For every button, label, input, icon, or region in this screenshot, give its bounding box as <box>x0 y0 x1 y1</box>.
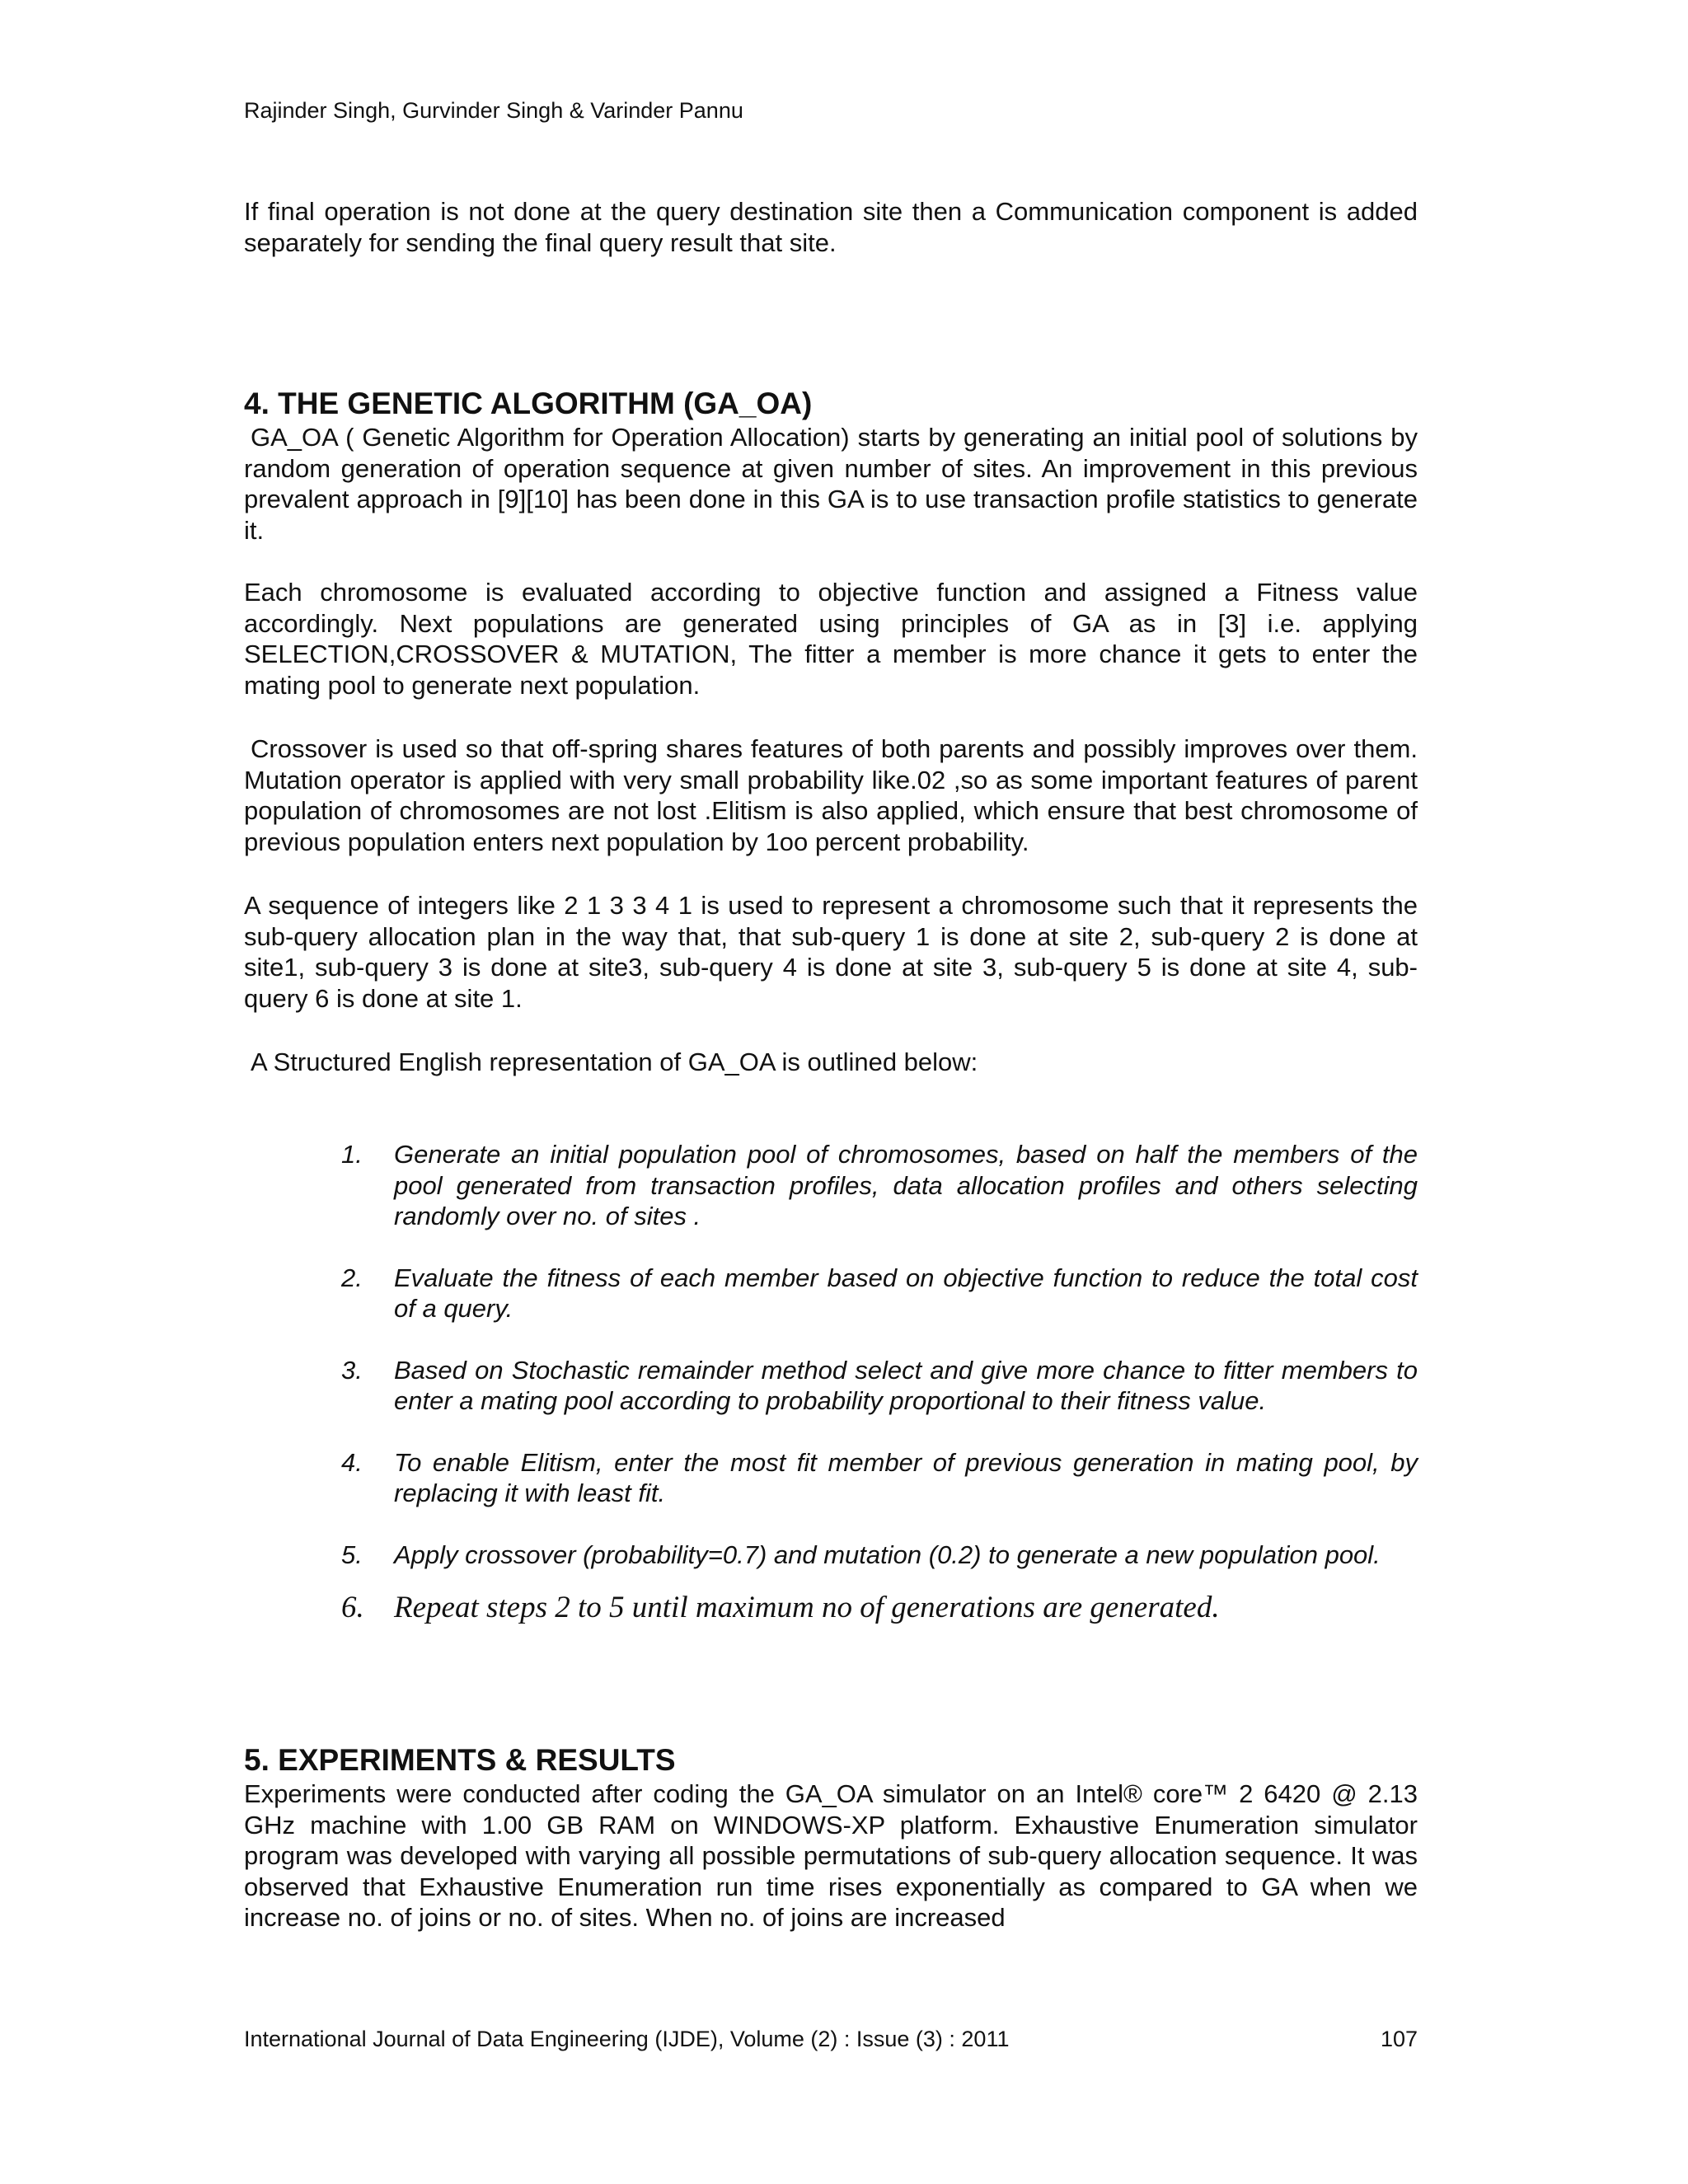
paragraph-chromosome-encoding: A sequence of integers like 2 1 3 3 4 1 is used to represent a chromosome such that it represents the sub-query allocation plan in the way that, that sub-query 1 is done at site 2, sub-query 2 is done at site1, sub-query 3 is done at site3, sub-query 4 is done at site 3, sub-query 5 is done at site 4, sub-query 6 is done at site 1. <box>244 891 1418 1013</box>
paragraph-chromosome-evaluation: Each chromosome is evaluated according to objective function and assigned a Fitness value accordingly. Next populations are generated using principles of GA as in [3] i.e. applying SELECTION,CROSSOVER & MUTATION, The fitter a member is more chance it gets to enter the mating pool to generate next population. <box>244 578 1418 700</box>
step-number: 4. <box>341 1447 363 1477</box>
algorithm-step <box>341 1139 1418 1232</box>
algorithm-step <box>341 1355 1418 1417</box>
step-text: To enable Elitism, enter the most fit member of previous generation in mating pool, by replacing it with least fit. <box>394 1447 1418 1507</box>
algorithm-steps-list <box>341 1139 1418 1626</box>
paragraph-structured-english-intro: A Structured English representation of GA_OA is outlined below: <box>251 1047 978 1076</box>
page-number: 107 <box>1380 2027 1418 2051</box>
algorithm-step <box>341 1590 1418 1626</box>
algorithm-step <box>341 1447 1418 1509</box>
running-header-authors: Rajinder Singh, Gurvinder Singh & Varinder Pannu <box>244 98 743 123</box>
step-number: 6. <box>341 1591 364 1624</box>
step-number: 1. <box>341 1140 363 1169</box>
step-text: Based on Stochastic remainder method select and give more chance to fitter members to enter a mating pool according to probability proportional to their fitness value. <box>394 1355 1418 1415</box>
footer-journal-citation: International Journal of Data Engineering (IJDE), Volume (2) : Issue (3) : 2011 <box>244 2027 1010 2051</box>
step-number: 2. <box>341 1263 363 1292</box>
step-text: Apply crossover (probability=0.7) and mutation (0.2) to generate a new population pool. <box>394 1540 1381 1569</box>
step-number: 3. <box>341 1355 363 1385</box>
paragraph-crossover-mutation: Crossover is used so that off-spring shares features of both parents and possibly improves over them. Mutation operator is applied with very small probability like.02 ,so as some important features of parent population of chromosomes are not lost .Elitism is also applied, which ensure that best chromosome of previous population enters next population by 1oo percent probability. <box>244 734 1418 856</box>
paragraph-communication-component: If final operation is not done at the query destination site then a Communication component is added separately for sending the final query result that site. <box>244 197 1418 257</box>
section-heading-experiments-results: 5. EXPERIMENTS & RESULTS <box>244 1743 676 1777</box>
step-text: Generate an initial population pool of chromosomes, based on half the members of the pool generated from transaction profiles, data allocation profiles and others selecting randomly over no. of sites . <box>394 1140 1418 1230</box>
algorithm-step <box>341 1263 1418 1324</box>
paragraph-ga-oa-intro: GA_OA ( Genetic Algorithm for Operation Allocation) starts by generating an initial pool of solutions by random generation of operation sequence at given number of sites. An improvement in this previous prevalent approach in [9][10] has been done in this GA is to use transaction profile statistics to generate it. <box>244 423 1418 545</box>
step-number: 5. <box>341 1540 363 1569</box>
step-text: Evaluate the fitness of each member based on objective function to reduce the total cost of a query. <box>394 1263 1418 1323</box>
section-heading-genetic-algorithm: 4. THE GENETIC ALGORITHM (GA_OA) <box>244 387 813 420</box>
paragraph-experiments: Experiments were conducted after coding the GA_OA simulator on an Intel® core™ 2 6420 @ 2.13 GHz machine with 1.00 GB RAM on WINDOWS-XP platform. Exhaustive Enumeration simulator program was developed with varying all possible permutations of sub-query allocation sequence. It was observed that Exhaustive Enumeration run time rises exponentially as compared to GA when we increase no. of joins or no. of sites. When no. of joins are increased <box>244 1779 1418 1932</box>
page-footer <box>244 2024 1418 2054</box>
step-text: Repeat steps 2 to 5 until maximum no of generations are generated. <box>394 1591 1220 1624</box>
algorithm-step <box>341 1540 1418 1571</box>
